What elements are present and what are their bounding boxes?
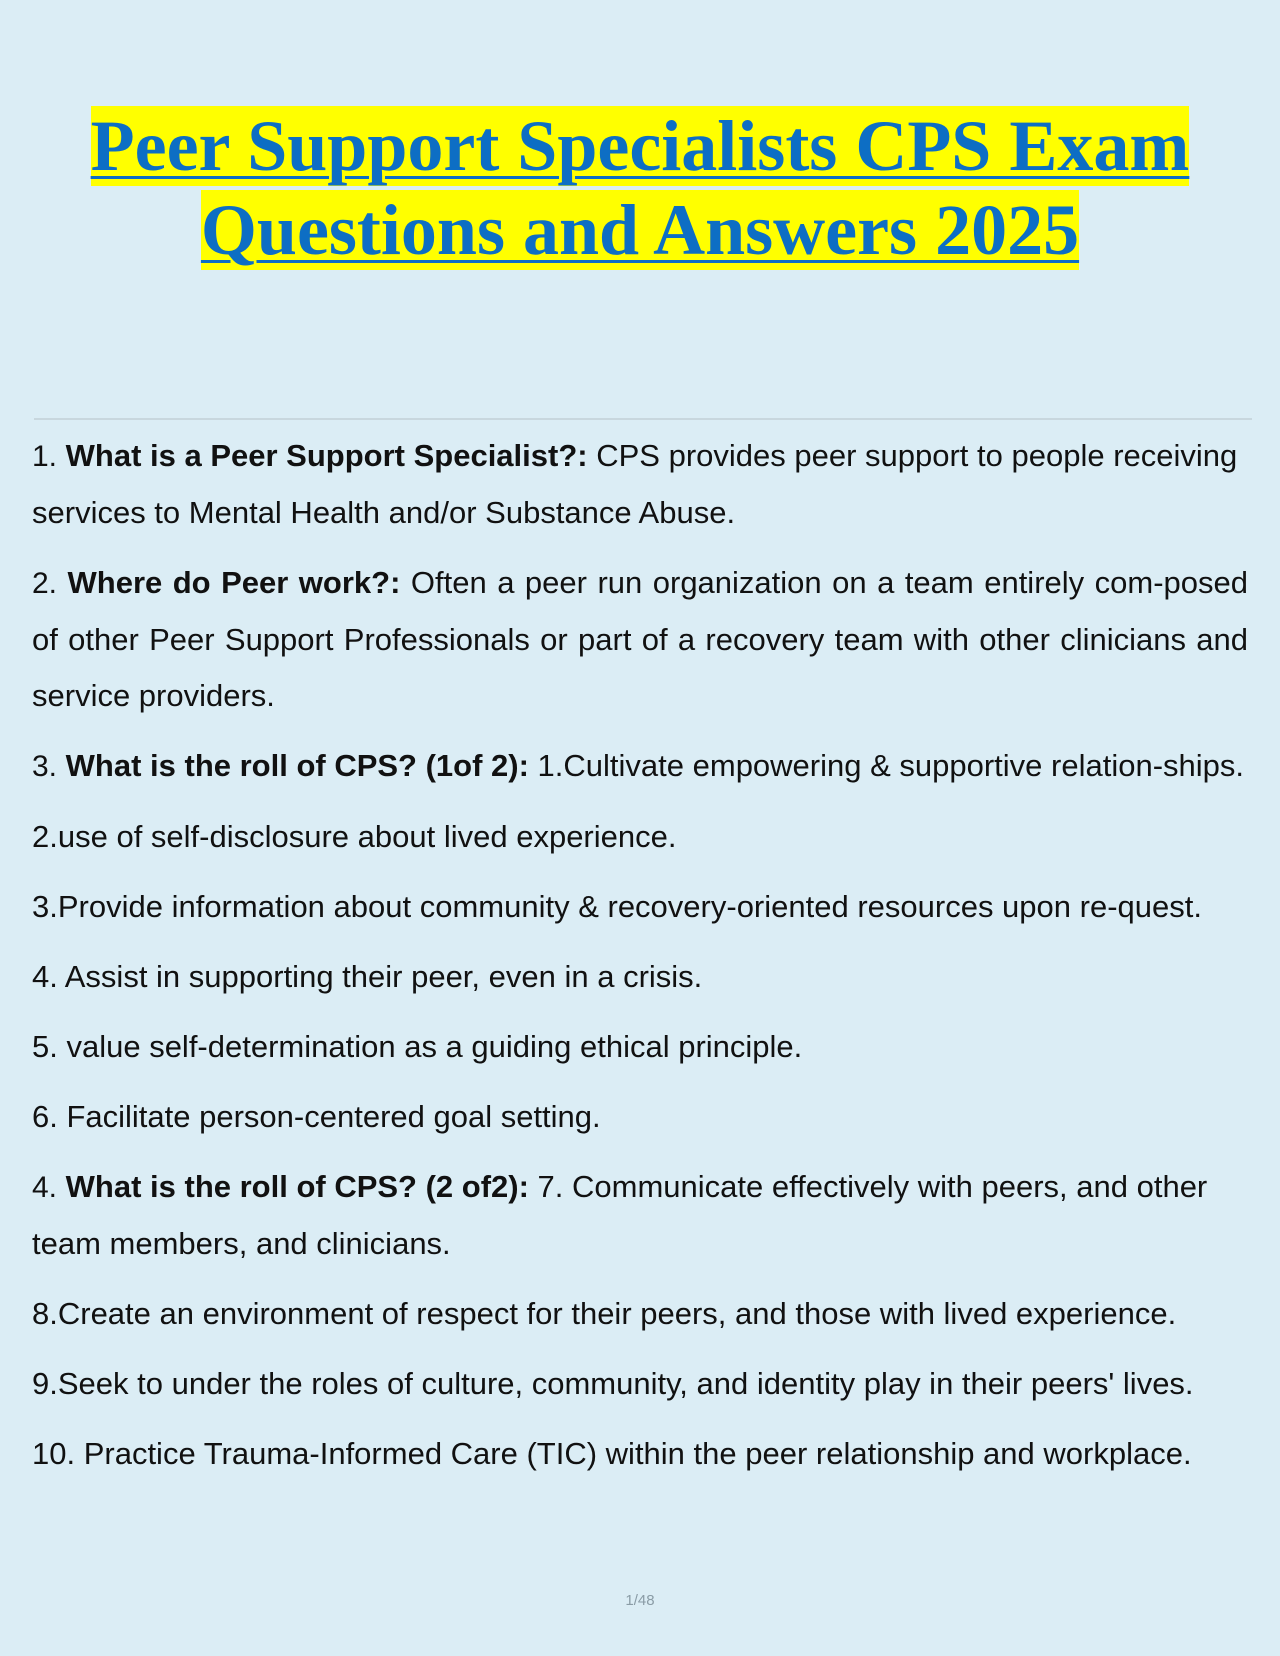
title-line-1: Peer Support Specialists CPS Exam (90, 106, 1190, 186)
answer-line: 3.Provide information about community & recovery-oriented resources upon re-quest. (32, 889, 1202, 924)
page-indicator: 1/48 (625, 1592, 655, 1609)
answer-line: 4. Assist in supporting their peer, even in a crisis. (32, 959, 703, 994)
qa-list (32, 428, 1248, 1496)
qa-number: 3. (32, 750, 58, 783)
qa-number: 2. (32, 567, 58, 600)
qa-answer: 7. Communicate effectively with peers, and other team members, and clinicians. (32, 1169, 1208, 1261)
qa-item-2 (32, 555, 1248, 724)
qa-question: Where do Peer work?: (67, 565, 401, 600)
document-title (0, 104, 1280, 272)
qa-answer: Often a peer run organization on a team entirely com-posed of other Peer Support Professionals or part of a recovery team with other clinicians and service providers. (32, 565, 1248, 713)
qa-answer: 1.Cultivate empowering & supportive relation-ships. (528, 748, 1245, 783)
answer-line: 8.Create an environment of respect for their peers, and those with lived experience. (32, 1296, 1177, 1331)
title-line-2: Questions and Answers 2025 (200, 190, 1080, 270)
qa-item-1 (32, 428, 1248, 541)
answer-line: 9.Seek to under the roles of culture, community, and identity play in their peers' lives. (32, 1366, 1194, 1401)
qa-question: What is the roll of CPS? (1of 2): (65, 748, 529, 783)
answer-line: 6. Facilitate person-centered goal setting. (32, 1099, 601, 1134)
answer-line: 2.use of self-disclosure about lived experience. (32, 819, 677, 854)
answer-line: 10. Practice Trauma-Informed Care (TIC) within the peer relationship and workplace. (32, 1436, 1192, 1471)
qa-number: 1. (32, 440, 58, 473)
divider (34, 418, 1252, 420)
qa-question: What is the roll of CPS? (2 of2): (65, 1169, 529, 1204)
qa-item-3 (32, 738, 1248, 795)
qa-item-4 (32, 1159, 1248, 1272)
qa-question: What is a Peer Support Specialist?: (65, 438, 588, 473)
qa-answer: CPS provides peer support to people receiving services to Mental Health and/or Substance Abuse. (32, 438, 1238, 530)
qa-number: 4. (32, 1171, 58, 1204)
answer-line: 5. value self-determination as a guiding ethical principle. (32, 1029, 803, 1064)
